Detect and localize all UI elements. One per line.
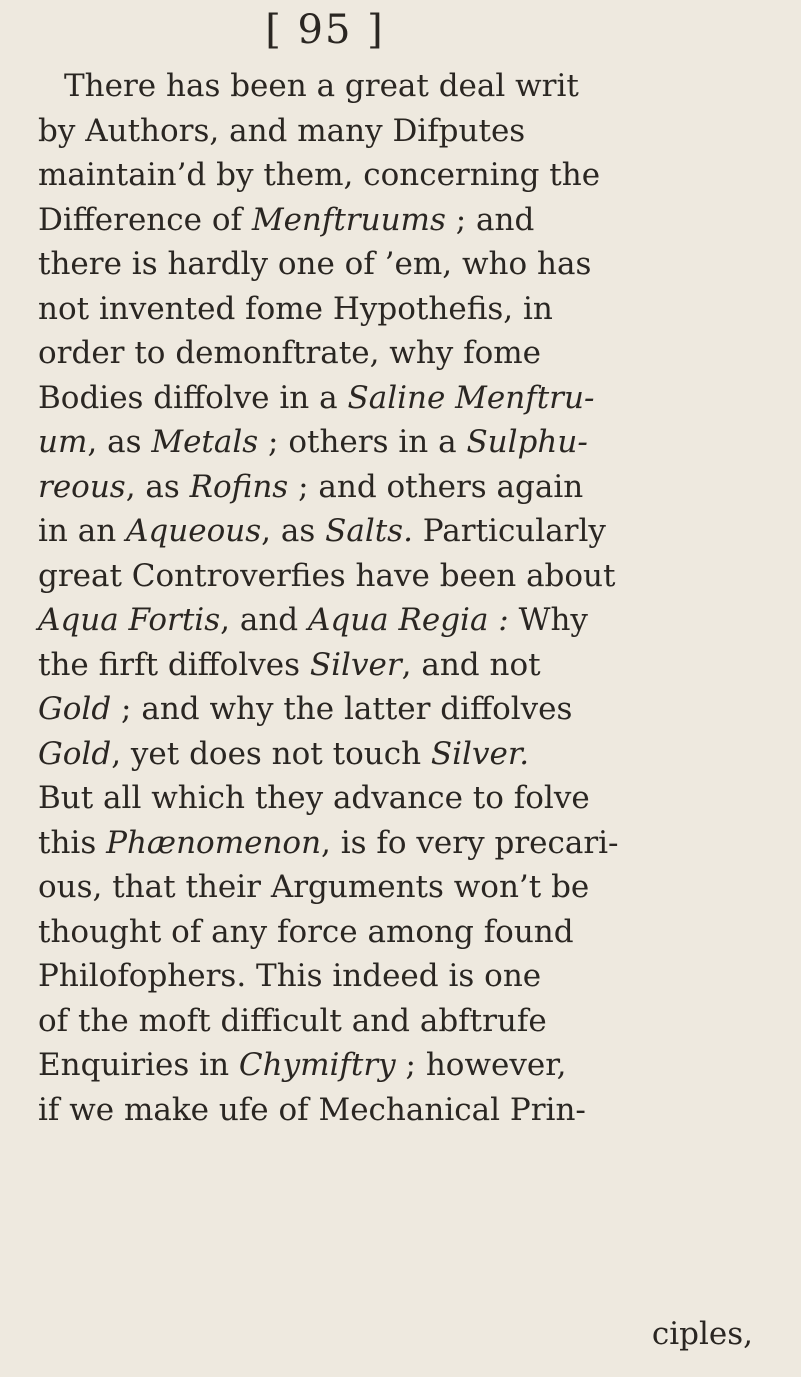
italic-text-span: Gold xyxy=(38,691,112,727)
text-span: this xyxy=(38,824,107,861)
text-span: , and xyxy=(220,602,308,638)
text-span: ; and xyxy=(445,201,535,238)
text-span: thought of any force among found xyxy=(38,913,574,950)
italic-text-span: Aqueous xyxy=(126,513,262,549)
text-span: Enquiries in xyxy=(38,1047,239,1083)
text-line xyxy=(38,509,770,554)
text-span: if we make ufe of Mechanical Prin- xyxy=(38,1091,586,1128)
italic-text-span: Chymiftry xyxy=(238,1047,396,1083)
italic-text-span: Metals xyxy=(151,424,259,460)
text-line xyxy=(38,999,770,1044)
text-line xyxy=(38,554,770,599)
text-span: in an xyxy=(38,513,127,549)
text-line xyxy=(38,687,770,732)
text-line xyxy=(38,643,770,688)
italic-text-span: Menftruums xyxy=(251,201,446,238)
text-line xyxy=(38,732,770,777)
text-span: , is fo very precari- xyxy=(321,824,619,861)
text-span: Difference of xyxy=(38,201,252,238)
text-line xyxy=(38,287,770,332)
text-span: of the moft difficult and abftrufe xyxy=(38,1002,547,1039)
italic-text-span: Aqua Regia : xyxy=(307,602,509,638)
italic-text-span: Silver. xyxy=(430,735,530,772)
text-span: ; however, xyxy=(395,1047,567,1083)
text-span: by Authors, and many Difputes xyxy=(38,112,526,149)
text-span: the firft diffolves xyxy=(38,646,310,683)
text-span: , as xyxy=(125,468,190,505)
text-line xyxy=(38,598,770,643)
text-span: order to demonftrate, why fome xyxy=(38,335,542,371)
text-line xyxy=(38,821,770,866)
italic-text-span: Rofins xyxy=(189,468,289,505)
text-span: But all which they advance to folve xyxy=(38,780,590,816)
text-line xyxy=(38,954,770,999)
text-span: There has been a great deal writ xyxy=(64,68,579,104)
text-span: not invented fome Hypothefis, in xyxy=(38,290,553,327)
text-span: , as xyxy=(261,513,326,549)
italic-text-span: Sulphu- xyxy=(466,424,588,460)
text-span: ous, that their Arguments won’t be xyxy=(38,869,590,905)
text-line xyxy=(38,910,770,955)
text-span: , as xyxy=(87,424,152,460)
text-line xyxy=(38,109,770,154)
italic-text-span: Salts. xyxy=(325,513,413,549)
italic-text-span: Silver xyxy=(309,646,402,683)
text-line xyxy=(38,865,770,910)
text-span: ; and others again xyxy=(288,468,584,505)
text-line xyxy=(38,1088,770,1133)
text-span: , yet does not touch xyxy=(111,735,431,772)
text-line xyxy=(38,331,770,376)
text-span: ; others in a xyxy=(258,424,467,460)
text-line xyxy=(38,198,770,243)
italic-text-span: Saline Menftru- xyxy=(347,379,595,416)
text-line xyxy=(38,242,770,287)
body-text xyxy=(38,64,770,1132)
italic-text-span: Aqua Fortis xyxy=(38,602,221,638)
text-line xyxy=(38,376,770,421)
text-line xyxy=(38,64,770,109)
text-line xyxy=(38,153,770,198)
text-line xyxy=(38,465,770,510)
text-span: Why xyxy=(508,602,588,638)
catchword: ciples, xyxy=(651,1316,753,1352)
italic-text-span: Gold xyxy=(38,735,112,772)
text-line xyxy=(38,1043,770,1088)
text-span: Philofophers. This indeed is one xyxy=(38,958,542,994)
text-span: , and not xyxy=(401,646,541,683)
text-span: Bodies diffolve in a xyxy=(38,379,348,416)
text-span: ; and why the latter diffolves xyxy=(111,691,573,727)
text-span: Particularly xyxy=(412,513,606,549)
text-span: maintain’d by them, concerning the xyxy=(38,157,601,193)
italic-text-span: Phænomenon xyxy=(106,824,322,861)
italic-text-span: reous xyxy=(38,468,126,505)
text-line xyxy=(38,420,770,465)
italic-text-span: um xyxy=(38,424,88,460)
page-number: [ 95 ] xyxy=(265,7,385,53)
text-span: there is hardly one of ’em, who has xyxy=(38,246,592,282)
text-span: great Controverfies have been about xyxy=(38,557,616,594)
text-line xyxy=(38,776,770,821)
